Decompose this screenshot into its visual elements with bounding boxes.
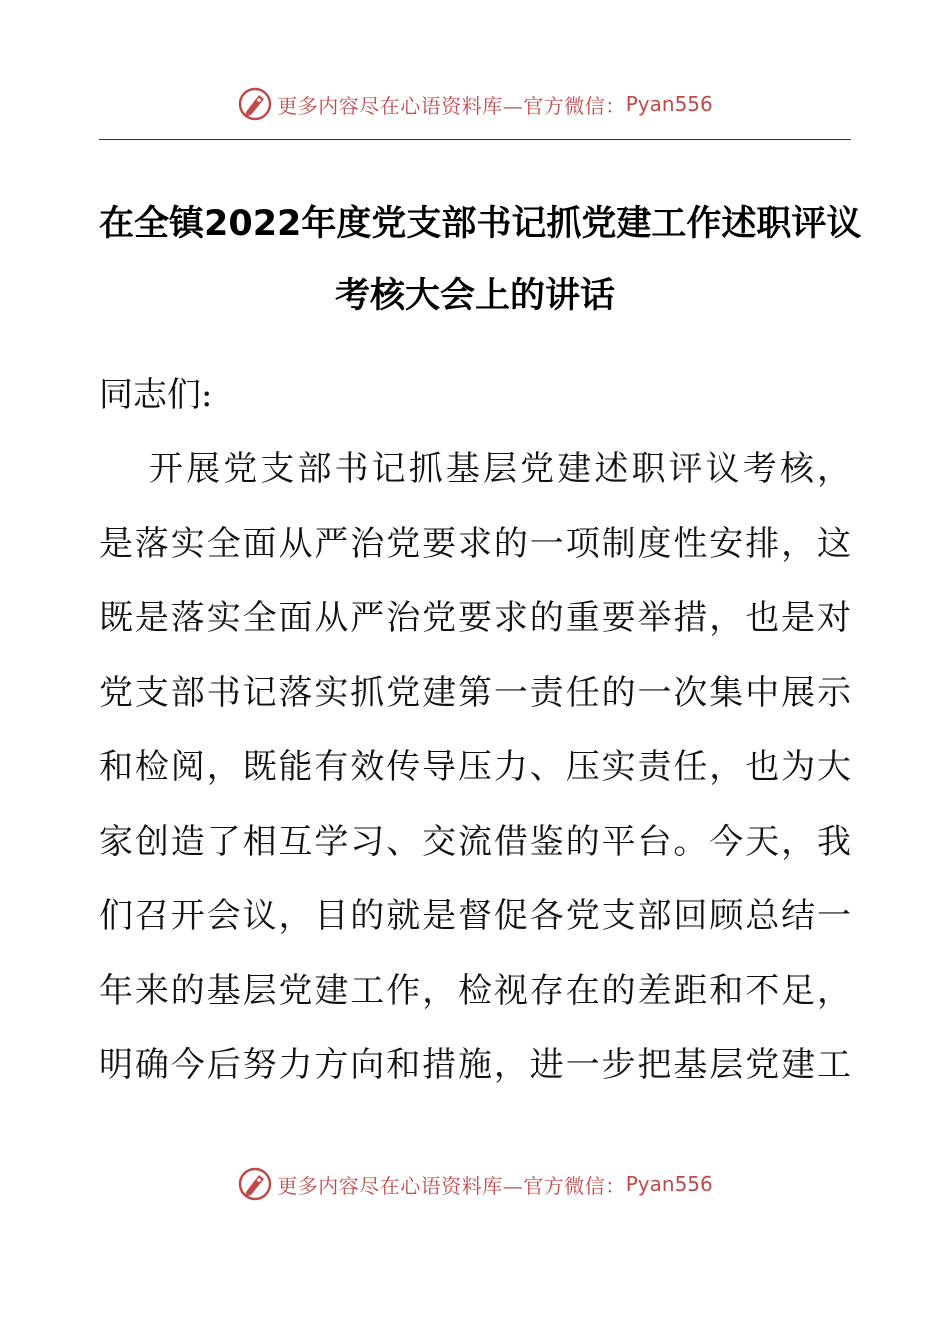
title-line-1: 在全镇2022年度党支部书记抓党建工作述职评议 (99, 204, 862, 244)
header-watermark (0, 84, 950, 124)
salutation: 同志们: (99, 375, 213, 415)
paragraph-line: 是落实全面从严治党要求的一项制度性安排，这 (99, 523, 851, 564)
paragraph-line: 家创造了相互学习、交流借鉴的平台。今天，我 (99, 821, 851, 862)
watermark-text: 更多内容尽在心语资料库—官方微信： (277, 1173, 626, 1198)
paragraph-line: 们召开会议，目的就是督促各党支部回顾总结一 (99, 896, 851, 936)
paragraph-line: 开展党支部书记抓基层党建述职评议考核， (149, 449, 851, 489)
paragraph-line: 党支部书记落实抓党建第一责任的一次集中展示 (99, 672, 851, 713)
watermark-wechat-id: Pyan556 (625, 1172, 713, 1196)
watermark-text: 更多内容尽在心语资料库—官方微信： (277, 93, 626, 118)
header-divider (99, 139, 851, 140)
document-body (99, 358, 851, 1103)
pen-nib-logo-icon (237, 86, 273, 122)
paragraph-line: 和检阅，既能有效传导压力、压实责任，也为大 (99, 747, 851, 787)
title-line-2: 考核大会上的讲话 (334, 276, 615, 316)
paragraph-line: 明确今后努力方向和措施，进一步把基层党建工 (99, 1045, 851, 1085)
document-title (99, 188, 862, 332)
pen-nib-logo-icon (237, 1166, 273, 1202)
paragraph-line: 既是落实全面从严治党要求的重要举措，也是对 (99, 598, 851, 638)
paragraph-line: 年来的基层党建工作，检视存在的差距和不足， (99, 970, 851, 1011)
watermark-wechat-id: Pyan556 (625, 92, 713, 116)
footer-watermark (0, 1164, 950, 1204)
